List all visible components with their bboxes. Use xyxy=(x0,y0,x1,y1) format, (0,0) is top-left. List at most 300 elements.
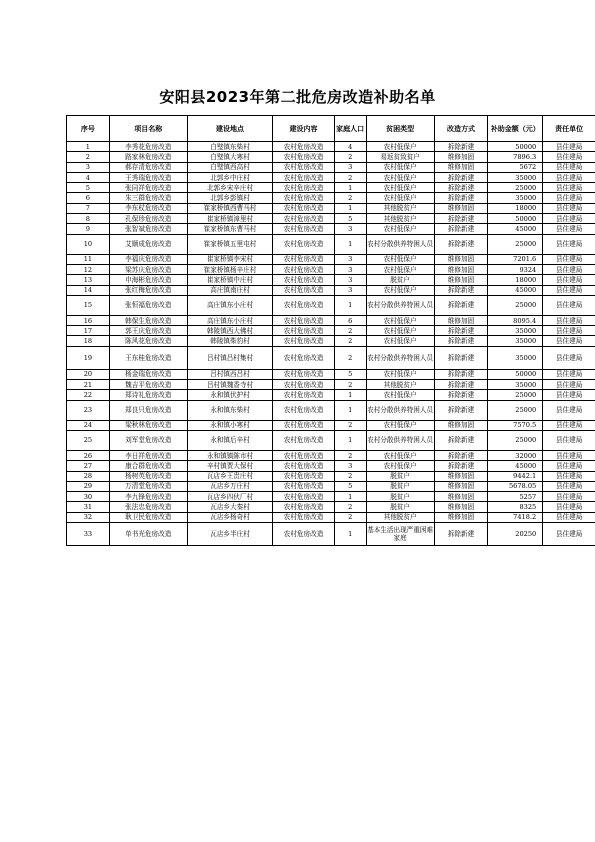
cell-no: 30 xyxy=(67,492,110,502)
table-row xyxy=(67,420,595,430)
cell-poverty-type: 农村低保户 xyxy=(366,264,434,274)
table-row xyxy=(67,193,595,203)
cell-no: 1 xyxy=(67,142,110,152)
cell-location: 永和镇镇陈市村 xyxy=(187,450,273,460)
cell-responsible-unit: 县住建局 xyxy=(543,461,595,471)
cell-method: 拆除新建 xyxy=(434,390,488,400)
cell-no: 5 xyxy=(67,183,110,193)
cell-method: 拆除新建 xyxy=(434,380,488,390)
cell-responsible-unit: 县住建局 xyxy=(543,471,595,481)
table-row xyxy=(67,326,595,336)
header-row xyxy=(67,116,595,142)
cell-project-name: 张法忠危房改造 xyxy=(109,502,187,512)
cell-content: 农村危房改造 xyxy=(273,471,334,481)
table-row xyxy=(67,162,595,172)
cell-responsible-unit: 县住建局 xyxy=(543,172,595,182)
col-header-poverty-type: 贫困类型 xyxy=(366,116,434,142)
cell-project-name: 张同祥危房改造 xyxy=(109,183,187,193)
cell-project-name: 单书光危房改造 xyxy=(109,523,187,546)
cell-method: 维修加固 xyxy=(434,512,488,522)
col-header-responsible-unit: 责任单位 xyxy=(543,116,595,142)
cell-household-size: 2 xyxy=(334,450,366,460)
cell-amount: 7896.3 xyxy=(488,152,543,162)
cell-no: 9 xyxy=(67,224,110,234)
cell-location: 瓦店乡大秦村 xyxy=(187,502,273,512)
cell-amount: 45000 xyxy=(488,224,543,234)
cell-poverty-type: 脱贫户 xyxy=(366,275,434,285)
cell-amount: 8095.4 xyxy=(488,315,543,325)
cell-poverty-type: 农村低保户 xyxy=(366,224,434,234)
cell-content: 农村危房改造 xyxy=(273,380,334,390)
cell-project-name: 王东桂危房改造 xyxy=(109,346,187,369)
col-header-no: 序号 xyxy=(67,116,110,142)
cell-project-name: 李东杖危房改造 xyxy=(109,203,187,213)
cell-method: 拆除新建 xyxy=(434,295,488,315)
cell-project-name: 刘军堂危房改造 xyxy=(109,430,187,450)
table-row xyxy=(67,481,595,491)
cell-amount: 35000 xyxy=(488,326,543,336)
cell-location: 瓦店乡杨奇村 xyxy=(187,512,273,522)
table-row xyxy=(67,264,595,274)
cell-amount: 35000 xyxy=(488,380,543,390)
cell-content: 农村危房改造 xyxy=(273,285,334,295)
cell-method: 拆除新建 xyxy=(434,183,488,193)
cell-content: 农村危房改造 xyxy=(273,264,334,274)
cell-project-name: 魏吉平危房改造 xyxy=(109,380,187,390)
cell-project-name: 康合群危房改造 xyxy=(109,461,187,471)
cell-responsible-unit: 县住建局 xyxy=(543,492,595,502)
cell-content: 农村危房改造 xyxy=(273,390,334,400)
cell-responsible-unit: 县住建局 xyxy=(543,285,595,295)
cell-project-name: 韩保生危房改造 xyxy=(109,315,187,325)
table-row xyxy=(67,285,595,295)
cell-no: 7 xyxy=(67,203,110,213)
cell-location: 崔家桥镇五里屯村 xyxy=(187,234,273,254)
cell-location: 韩陵镇西大佛村 xyxy=(187,326,273,336)
cell-household-size: 1 xyxy=(334,400,366,420)
table-row xyxy=(67,152,595,162)
cell-location: 崔家桥镇漳里村 xyxy=(187,214,273,224)
cell-household-size: 3 xyxy=(334,224,366,234)
table-row xyxy=(67,172,595,182)
cell-amount: 5672 xyxy=(488,162,543,172)
cell-project-name: 张智斌危房改造 xyxy=(109,224,187,234)
cell-responsible-unit: 县住建局 xyxy=(543,162,595,172)
cell-responsible-unit: 县住建局 xyxy=(543,390,595,400)
cell-poverty-type: 农村低保户 xyxy=(366,420,434,430)
cell-household-size: 2 xyxy=(334,152,366,162)
cell-poverty-type: 农村分散供养特困人员 xyxy=(366,295,434,315)
cell-method: 维修加固 xyxy=(434,502,488,512)
cell-no: 26 xyxy=(67,450,110,460)
cell-responsible-unit: 县住建局 xyxy=(543,326,595,336)
cell-poverty-type: 农村低保户 xyxy=(366,336,434,346)
cell-household-size: 1 xyxy=(334,492,366,502)
cell-household-size: 2 xyxy=(334,420,366,430)
cell-no: 4 xyxy=(67,172,110,182)
cell-content: 农村危房改造 xyxy=(273,224,334,234)
cell-poverty-type: 农村分散供养特困人员 xyxy=(366,346,434,369)
cell-poverty-type: 农村低保户 xyxy=(366,162,434,172)
cell-poverty-type: 基本生活出现严重困难家庭 xyxy=(366,523,434,546)
cell-location: 北郭乡宋辛庄村 xyxy=(187,183,273,193)
col-header-method: 改造方式 xyxy=(434,116,488,142)
cell-content: 农村危房改造 xyxy=(273,346,334,369)
cell-amount: 9442.1 xyxy=(488,471,543,481)
cell-no: 6 xyxy=(67,193,110,203)
col-header-household-size: 家庭人口 xyxy=(334,116,366,142)
cell-responsible-unit: 县住建局 xyxy=(543,264,595,274)
cell-project-name: 李日祥危房改造 xyxy=(109,450,187,460)
cell-content: 农村危房改造 xyxy=(273,461,334,471)
cell-household-size: 2 xyxy=(334,502,366,512)
cell-poverty-type: 农村低保户 xyxy=(366,326,434,336)
cell-method: 拆除新建 xyxy=(434,285,488,295)
cell-household-size: 1 xyxy=(334,203,366,213)
cell-method: 拆除新建 xyxy=(434,142,488,152)
cell-method: 拆除新建 xyxy=(434,336,488,346)
cell-project-name: 艾顺成危房改造 xyxy=(109,234,187,254)
cell-content: 农村危房改造 xyxy=(273,315,334,325)
cell-location: 崔家桥镇杨辛庄村 xyxy=(187,264,273,274)
cell-location: 吕村镇吕村集村 xyxy=(187,346,273,369)
cell-responsible-unit: 县住建局 xyxy=(543,142,595,152)
table-row xyxy=(67,512,595,522)
cell-method: 拆除新建 xyxy=(434,523,488,546)
cell-responsible-unit: 县住建局 xyxy=(543,152,595,162)
table-row xyxy=(67,214,595,224)
cell-method: 拆除新建 xyxy=(434,450,488,460)
col-header-project-name: 项目名称 xyxy=(109,116,187,142)
cell-no: 25 xyxy=(67,430,110,450)
cell-household-size: 2 xyxy=(334,346,366,369)
cell-amount: 32000 xyxy=(488,450,543,460)
table-row xyxy=(67,461,595,471)
cell-poverty-type: 脱贫户 xyxy=(366,492,434,502)
cell-no: 14 xyxy=(67,285,110,295)
cell-method: 维修加固 xyxy=(434,275,488,285)
cell-poverty-type: 其他脱贫户 xyxy=(366,380,434,390)
cell-responsible-unit: 县住建局 xyxy=(543,183,595,193)
cell-location: 吕村镇魏香寺村 xyxy=(187,380,273,390)
cell-content: 农村危房改造 xyxy=(273,481,334,491)
cell-no: 23 xyxy=(67,400,110,420)
table-row xyxy=(67,224,595,234)
cell-poverty-type: 其他脱贫户 xyxy=(366,214,434,224)
cell-project-name: 申海彬危房改造 xyxy=(109,275,187,285)
cell-method: 维修加固 xyxy=(434,420,488,430)
cell-household-size: 5 xyxy=(334,369,366,379)
cell-no: 29 xyxy=(67,481,110,491)
cell-project-name: 杨金瑞危房改造 xyxy=(109,369,187,379)
cell-amount: 25000 xyxy=(488,183,543,193)
cell-responsible-unit: 县住建局 xyxy=(543,523,595,546)
cell-no: 11 xyxy=(67,254,110,264)
cell-responsible-unit: 县住建局 xyxy=(543,193,595,203)
cell-method: 维修加固 xyxy=(434,254,488,264)
cell-project-name: 万清堂危房改造 xyxy=(109,481,187,491)
cell-household-size: 4 xyxy=(334,142,366,152)
cell-location: 白璧镇西高村 xyxy=(187,162,273,172)
cell-no: 2 xyxy=(67,152,110,162)
cell-project-name: 郑良只危房改造 xyxy=(109,400,187,420)
cell-responsible-unit: 县住建局 xyxy=(543,275,595,285)
cell-poverty-type: 农村低保户 xyxy=(366,450,434,460)
cell-no: 24 xyxy=(67,420,110,430)
cell-responsible-unit: 县住建局 xyxy=(543,224,595,234)
cell-method: 拆除新建 xyxy=(434,400,488,420)
cell-project-name: 孔保珍危房改造 xyxy=(109,214,187,224)
cell-location: 白璧镇大寒村 xyxy=(187,152,273,162)
cell-method: 维修加固 xyxy=(434,315,488,325)
cell-amount: 50000 xyxy=(488,214,543,224)
cell-no: 21 xyxy=(67,380,110,390)
cell-amount: 18000 xyxy=(488,203,543,213)
cell-poverty-type: 脱贫户 xyxy=(366,471,434,481)
cell-amount: 35000 xyxy=(488,336,543,346)
cell-amount: 9324 xyxy=(488,264,543,274)
cell-household-size: 1 xyxy=(334,234,366,254)
cell-no: 27 xyxy=(67,461,110,471)
cell-project-name: 李福庆危房改造 xyxy=(109,254,187,264)
cell-responsible-unit: 县住建局 xyxy=(543,214,595,224)
cell-no: 13 xyxy=(67,275,110,285)
cell-location: 瓦店乡王贵庄村 xyxy=(187,471,273,481)
table-row xyxy=(67,295,595,315)
cell-amount: 25000 xyxy=(488,430,543,450)
cell-no: 33 xyxy=(67,523,110,546)
cell-no: 28 xyxy=(67,471,110,481)
cell-poverty-type: 农村低保户 xyxy=(366,172,434,182)
cell-no: 15 xyxy=(67,295,110,315)
cell-household-size: 1 xyxy=(334,523,366,546)
cell-responsible-unit: 县住建局 xyxy=(543,203,595,213)
cell-responsible-unit: 县住建局 xyxy=(543,502,595,512)
cell-project-name: 郑诗礼危房改造 xyxy=(109,390,187,400)
cell-no: 10 xyxy=(67,234,110,254)
cell-location: 崔家桥镇西曹马村 xyxy=(187,203,273,213)
cell-responsible-unit: 县住建局 xyxy=(543,315,595,325)
cell-household-size: 1 xyxy=(334,390,366,400)
cell-content: 农村危房改造 xyxy=(273,152,334,162)
col-header-location: 建设地点 xyxy=(187,116,273,142)
table-row xyxy=(67,390,595,400)
cell-responsible-unit: 县住建局 xyxy=(543,254,595,264)
cell-poverty-type: 其他脱贫户 xyxy=(366,512,434,522)
cell-content: 农村危房改造 xyxy=(273,254,334,264)
cell-location: 崔家桥镇东曹马村 xyxy=(187,224,273,234)
cell-method: 维修加固 xyxy=(434,481,488,491)
cell-amount: 50000 xyxy=(488,142,543,152)
cell-project-name: 梁苏庆危房改造 xyxy=(109,264,187,274)
cell-household-size: 5 xyxy=(334,481,366,491)
cell-household-size: 1 xyxy=(334,183,366,193)
cell-project-name: 杨树英危房改造 xyxy=(109,471,187,481)
table-row xyxy=(67,275,595,285)
table-row xyxy=(67,380,595,390)
cell-no: 8 xyxy=(67,214,110,224)
cell-project-name: 张恒福危房改造 xyxy=(109,295,187,315)
cell-method: 拆除新建 xyxy=(434,430,488,450)
cell-no: 18 xyxy=(67,336,110,346)
cell-content: 农村危房改造 xyxy=(273,420,334,430)
cell-amount: 35000 xyxy=(488,172,543,182)
table-row xyxy=(67,254,595,264)
cell-method: 维修加固 xyxy=(434,264,488,274)
cell-method: 拆除新建 xyxy=(434,214,488,224)
cell-location: 高庄镇南庄村 xyxy=(187,285,273,295)
cell-location: 瓦店乡四伙厂村 xyxy=(187,492,273,502)
cell-poverty-type: 农村低保户 xyxy=(366,390,434,400)
cell-amount: 5257 xyxy=(488,492,543,502)
cell-no: 31 xyxy=(67,502,110,512)
cell-content: 农村危房改造 xyxy=(273,295,334,315)
cell-household-size: 2 xyxy=(334,193,366,203)
cell-location: 永和镇后辛村 xyxy=(187,430,273,450)
cell-method: 维修加固 xyxy=(434,203,488,213)
cell-poverty-type: 农村低保户 xyxy=(366,285,434,295)
cell-project-name: 朱三群危房改造 xyxy=(109,193,187,203)
cell-content: 农村危房改造 xyxy=(273,502,334,512)
cell-method: 拆除新建 xyxy=(434,172,488,182)
cell-household-size: 5 xyxy=(334,214,366,224)
cell-poverty-type: 农村低保户 xyxy=(366,369,434,379)
table-row xyxy=(67,523,595,546)
table-row xyxy=(67,346,595,369)
cell-poverty-type: 农村低保户 xyxy=(366,254,434,264)
cell-content: 农村危房改造 xyxy=(273,162,334,172)
cell-poverty-type: 农村低保户 xyxy=(366,193,434,203)
cell-location: 高庄镇东小庄村 xyxy=(187,295,273,315)
cell-project-name: 路家林危房改造 xyxy=(109,152,187,162)
cell-content: 农村危房改造 xyxy=(273,369,334,379)
cell-content: 农村危房改造 xyxy=(273,400,334,420)
cell-method: 拆除新建 xyxy=(434,224,488,234)
table-row xyxy=(67,430,595,450)
cell-responsible-unit: 县住建局 xyxy=(543,336,595,346)
cell-no: 32 xyxy=(67,512,110,522)
table-row xyxy=(67,336,595,346)
table-row xyxy=(67,234,595,254)
cell-responsible-unit: 县住建局 xyxy=(543,481,595,491)
cell-poverty-type: 农村低保户 xyxy=(366,315,434,325)
cell-amount: 18000 xyxy=(488,275,543,285)
cell-amount: 7201.6 xyxy=(488,254,543,264)
cell-location: 韩陵镇柴豹村 xyxy=(187,336,273,346)
cell-responsible-unit: 县住建局 xyxy=(543,346,595,369)
cell-method: 维修加固 xyxy=(434,152,488,162)
table-row xyxy=(67,450,595,460)
cell-content: 农村危房改造 xyxy=(273,523,334,546)
cell-poverty-type: 农村低保户 xyxy=(366,183,434,193)
cell-household-size: 2 xyxy=(334,380,366,390)
table-body xyxy=(67,142,595,546)
cell-no: 16 xyxy=(67,315,110,325)
cell-amount: 7418.2 xyxy=(488,512,543,522)
col-header-content: 建设内容 xyxy=(273,116,334,142)
table-row xyxy=(67,203,595,213)
cell-amount: 50000 xyxy=(488,369,543,379)
cell-responsible-unit: 县住建局 xyxy=(543,512,595,522)
cell-content: 农村危房改造 xyxy=(273,336,334,346)
cell-household-size: 3 xyxy=(334,461,366,471)
cell-household-size: 1 xyxy=(334,295,366,315)
cell-method: 拆除新建 xyxy=(434,326,488,336)
cell-amount: 25000 xyxy=(488,234,543,254)
subsidy-table xyxy=(66,115,595,546)
cell-location: 永和镇东柴村 xyxy=(187,400,273,420)
cell-responsible-unit: 县住建局 xyxy=(543,380,595,390)
cell-amount: 25000 xyxy=(488,400,543,420)
cell-method: 维修加固 xyxy=(434,162,488,172)
cell-method: 拆除新建 xyxy=(434,461,488,471)
cell-location: 吕村镇西吕村 xyxy=(187,369,273,379)
cell-method: 拆除新建 xyxy=(434,234,488,254)
cell-content: 农村危房改造 xyxy=(273,234,334,254)
table-row xyxy=(67,471,595,481)
cell-content: 农村危房改造 xyxy=(273,214,334,224)
cell-household-size: 2 xyxy=(334,471,366,481)
cell-project-name: 郭王庆危房改造 xyxy=(109,326,187,336)
cell-amount: 7570.5 xyxy=(488,420,543,430)
cell-method: 拆除新建 xyxy=(434,346,488,369)
cell-method: 维修加固 xyxy=(434,492,488,502)
cell-household-size: 3 xyxy=(334,285,366,295)
cell-location: 崔家桥镇李宋村 xyxy=(187,254,273,264)
cell-household-size: 3 xyxy=(334,162,366,172)
cell-poverty-type: 农村分散供养特困人员 xyxy=(366,400,434,420)
cell-method: 维修加固 xyxy=(434,471,488,481)
cell-project-name: 李秀花危房改造 xyxy=(109,142,187,152)
table-row xyxy=(67,315,595,325)
table-row xyxy=(67,183,595,193)
cell-poverty-type: 农村分散供养特困人员 xyxy=(366,234,434,254)
cell-amount: 35000 xyxy=(488,193,543,203)
cell-location: 崔家桥镇中庄村 xyxy=(187,275,273,285)
cell-poverty-type: 脱贫户 xyxy=(366,502,434,512)
cell-no: 22 xyxy=(67,390,110,400)
cell-content: 农村危房改造 xyxy=(273,512,334,522)
cell-location: 永和镇小寒村 xyxy=(187,420,273,430)
cell-method: 拆除新建 xyxy=(434,369,488,379)
cell-content: 农村危房改造 xyxy=(273,193,334,203)
cell-household-size: 6 xyxy=(334,315,366,325)
cell-amount: 25000 xyxy=(488,390,543,400)
cell-responsible-unit: 县住建局 xyxy=(543,420,595,430)
cell-content: 农村危房改造 xyxy=(273,275,334,285)
cell-content: 农村危房改造 xyxy=(273,172,334,182)
cell-location: 白璧镇东柴村 xyxy=(187,142,273,152)
table-row xyxy=(67,369,595,379)
cell-household-size: 2 xyxy=(334,172,366,182)
cell-household-size: 1 xyxy=(334,430,366,450)
cell-amount: 35000 xyxy=(488,346,543,369)
cell-project-name: 耿卫民危房改造 xyxy=(109,512,187,522)
cell-household-size: 2 xyxy=(334,336,366,346)
cell-location: 高庄镇东小庄村 xyxy=(187,315,273,325)
cell-location: 辛村镇贾大保村 xyxy=(187,461,273,471)
cell-household-size: 3 xyxy=(334,275,366,285)
cell-no: 19 xyxy=(67,346,110,369)
cell-location: 北郭乡中庄村 xyxy=(187,172,273,182)
cell-content: 农村危房改造 xyxy=(273,142,334,152)
cell-content: 农村危房改造 xyxy=(273,450,334,460)
cell-content: 农村危房改造 xyxy=(273,183,334,193)
cell-responsible-unit: 县住建局 xyxy=(543,400,595,420)
cell-project-name: 王秀瑞危房改造 xyxy=(109,172,187,182)
cell-project-name: 陈风花危房改造 xyxy=(109,336,187,346)
table-row xyxy=(67,502,595,512)
